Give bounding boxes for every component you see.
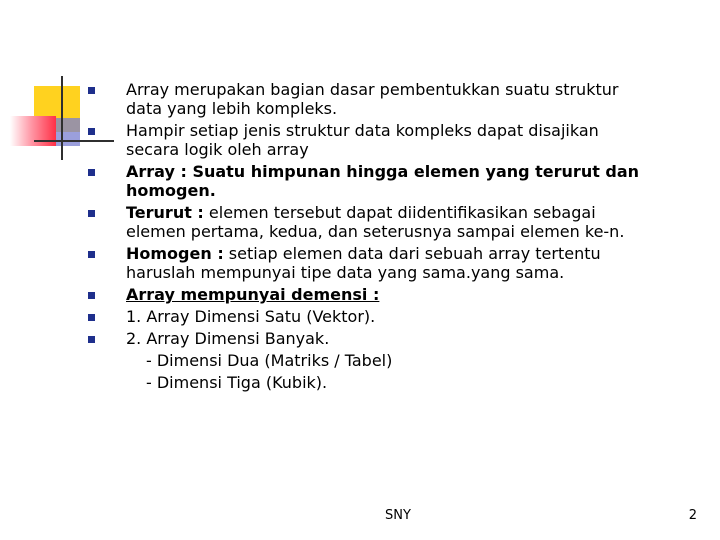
item-line: Array : Suatu himpunan hingga elemen yang terurut dan xyxy=(126,162,640,181)
list-item xyxy=(88,285,708,304)
item-line: homogen. xyxy=(126,181,216,200)
item-text: elemen tersebut dapat diidentifikasikan sebagai xyxy=(203,203,596,222)
item-line: 2. Array Dimensi Banyak. xyxy=(126,329,330,348)
list-item xyxy=(88,80,708,118)
item-term: Terurut : xyxy=(126,203,204,222)
bullet-list xyxy=(88,80,708,392)
decor-vertical-line xyxy=(61,76,63,160)
item-line: Array mempunyai demensi : xyxy=(126,285,380,304)
item-line: Array merupakan bagian dasar pembentukkan suatu struktur xyxy=(126,80,619,99)
sub-item: - Dimensi Dua (Matriks / Tabel) xyxy=(146,351,393,370)
bullet-square-icon xyxy=(88,210,95,217)
bullet-square-icon xyxy=(88,336,95,343)
sub-item: - Dimensi Tiga (Kubik). xyxy=(146,373,328,392)
item-line: haruslah mempunyai tipe data yang sama.yang sama. xyxy=(126,263,565,282)
footer-author: SNY xyxy=(385,508,411,523)
list-item xyxy=(88,162,708,200)
bullet-square-icon xyxy=(88,128,95,135)
bullet-square-icon xyxy=(88,87,95,94)
item-line: data yang lebih kompleks. xyxy=(126,99,338,118)
list-item xyxy=(88,203,708,241)
list-item xyxy=(88,307,708,326)
item-line: 1. Array Dimensi Satu (Vektor). xyxy=(126,307,376,326)
item-line: Hampir setiap jenis struktur data kompleks dapat disajikan xyxy=(126,121,599,140)
list-item xyxy=(88,244,708,282)
bullet-square-icon xyxy=(88,251,95,258)
item-text: setiap elemen data dari sebuah array tertentu xyxy=(223,244,601,263)
page-number: 2 xyxy=(688,508,697,523)
list-item xyxy=(88,329,708,348)
item-line: elemen pertama, kedua, dan seterusnya sampai elemen ke-n. xyxy=(126,222,625,241)
bullet-square-icon xyxy=(88,314,95,321)
item-line: secara logik oleh array xyxy=(126,140,309,159)
bullet-square-icon xyxy=(88,292,95,299)
list-item xyxy=(88,121,708,159)
bullet-square-icon xyxy=(88,169,95,176)
item-term: Homogen : xyxy=(126,244,224,263)
